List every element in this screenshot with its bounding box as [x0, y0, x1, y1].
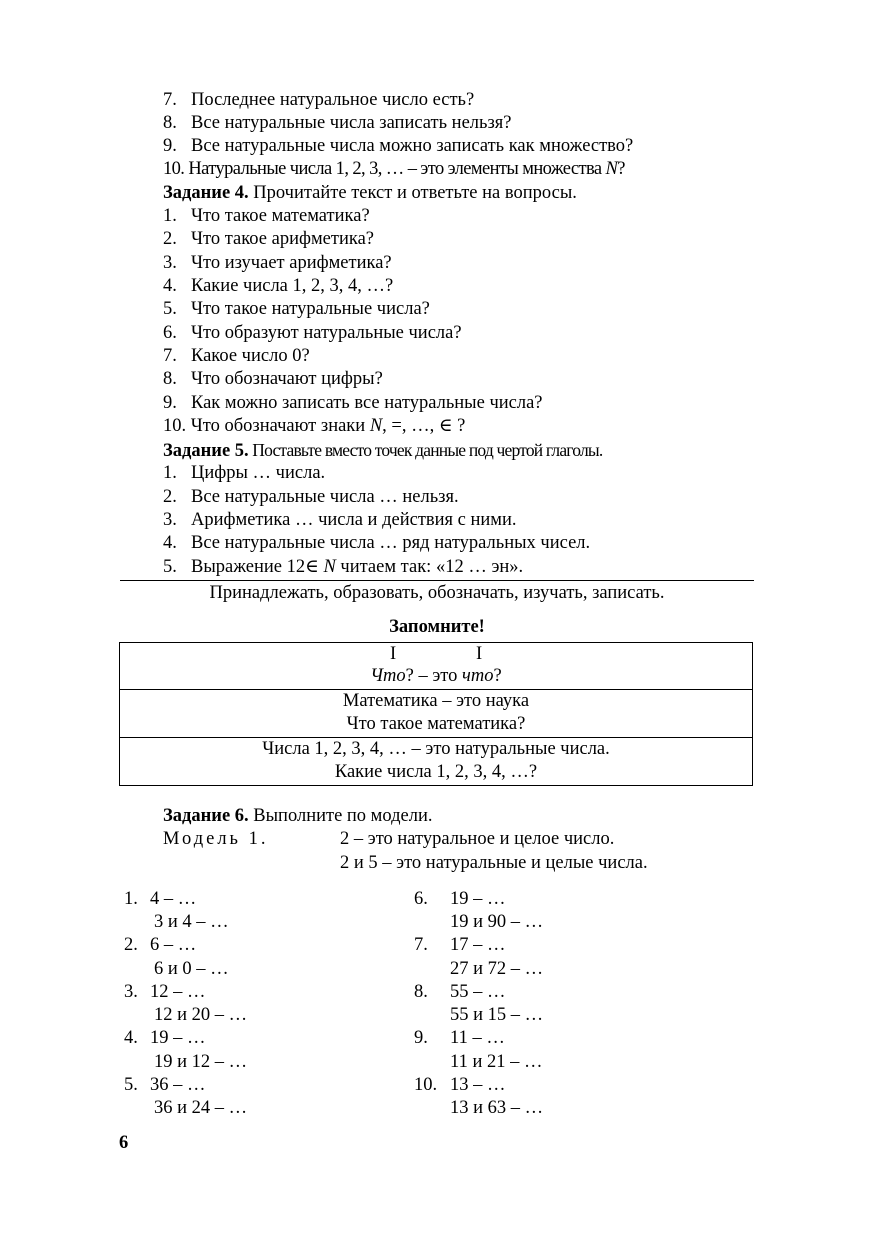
list-item: 2. Что такое арифметика? [163, 229, 375, 249]
divider-line [120, 580, 754, 581]
remember-title: Запомните! [389, 617, 485, 637]
exercise-item: 2. 6 – … [124, 935, 197, 955]
task-5-heading: Задание 5. Поставьте вместо точек данные под чертой глаголы. [163, 440, 603, 461]
exercise-item-pair: 19 и 90 – … [450, 912, 544, 932]
page-number: 6 [119, 1133, 129, 1153]
list-item: 1. Цифры … числа. [163, 463, 326, 483]
exercise-item: 10. 13 – … [414, 1075, 506, 1095]
list-item: 5. Что такое натуральные числа? [163, 299, 430, 319]
list-item: 10. Что обозначают знаки N, =, …, ∈ ? [163, 416, 466, 436]
model-line: 2 и 5 – это натуральные и целые числа. [340, 853, 648, 873]
exercise-item: 3. 12 – … [124, 982, 206, 1002]
remember-table [119, 642, 753, 786]
model-label: Модель 1. [163, 829, 269, 849]
exercise-item: 4. 19 – … [124, 1028, 206, 1048]
list-item: 10. Натуральные числа 1, 2, 3, … – это элементы множества N? [163, 159, 625, 179]
exercise-item: 7. 17 – … [414, 935, 506, 955]
exercise-item: 6. 19 – … [414, 889, 506, 909]
list-item: 9. Как можно записать все натуральные числа? [163, 393, 543, 413]
list-item: 7. Последнее натуральное число есть? [163, 90, 475, 110]
exercise-item-pair: 19 и 12 – … [154, 1052, 248, 1072]
exercise-item: 5. 36 – … [124, 1075, 206, 1095]
exercise-item-pair: 6 и 0 – … [154, 959, 229, 979]
remember-row-numbers: Числа 1, 2, 3, 4, … – это натуральные числа. Какие числа 1, 2, 3, 4, …? [120, 737, 752, 785]
list-item: 9. Все натуральные числа можно записать как множество? [163, 136, 634, 156]
exercise-item-pair: 55 и 15 – … [450, 1005, 544, 1025]
exercise-item-pair: 11 и 21 – … [450, 1052, 543, 1072]
exercise-item: 9. 11 – … [414, 1028, 505, 1048]
list-item: 4. Какие числа 1, 2, 3, 4, …? [163, 276, 394, 296]
list-item: 6. Что образуют натуральные числа? [163, 323, 462, 343]
list-item: 5. Выражение 12∈ N читаем так: «12 … эн». [163, 557, 524, 577]
exercise-item: 1. 4 – … [124, 889, 197, 909]
exercise-item-pair: 12 и 20 – … [154, 1005, 248, 1025]
list-item: 8. Что обозначают цифры? [163, 369, 383, 389]
list-item: 1. Что такое математика? [163, 206, 370, 226]
exercise-item-pair: 36 и 24 – … [154, 1098, 248, 1118]
stress-marker-right: I [476, 644, 483, 664]
exercise-item-pair: 27 и 72 – … [450, 959, 544, 979]
list-item: 3. Что изучает арифметика? [163, 253, 392, 273]
remember-row-math: Математика – это наука Что такое математика? [120, 689, 752, 737]
model-line: 2 – это натуральное и целое число. [340, 829, 615, 849]
exercise-item-pair: 13 и 63 – … [450, 1098, 544, 1118]
task-4-heading: Задание 4. Прочитайте текст и ответьте на вопросы. [163, 183, 577, 203]
exercise-item: 8. 55 – … [414, 982, 506, 1002]
task-6-heading: Задание 6. Выполните по модели. [163, 806, 433, 826]
list-item: 2. Все натуральные числа … нельзя. [163, 487, 459, 507]
verbs-line: Принадлежать, образовать, обозначать, изучать, записать. [209, 583, 665, 603]
remember-row-pattern: I I Что? – это что? [370, 644, 502, 686]
exercise-item-pair: 3 и 4 – … [154, 912, 229, 932]
stress-marker-left: I [390, 644, 397, 664]
list-item: 4. Все натуральные числа … ряд натуральных чисел. [163, 533, 591, 553]
list-item: 3. Арифметика … числа и действия с ними. [163, 510, 517, 530]
list-item: 7. Какое число 0? [163, 346, 310, 366]
list-item: 8. Все натуральные числа записать нельзя? [163, 113, 512, 133]
